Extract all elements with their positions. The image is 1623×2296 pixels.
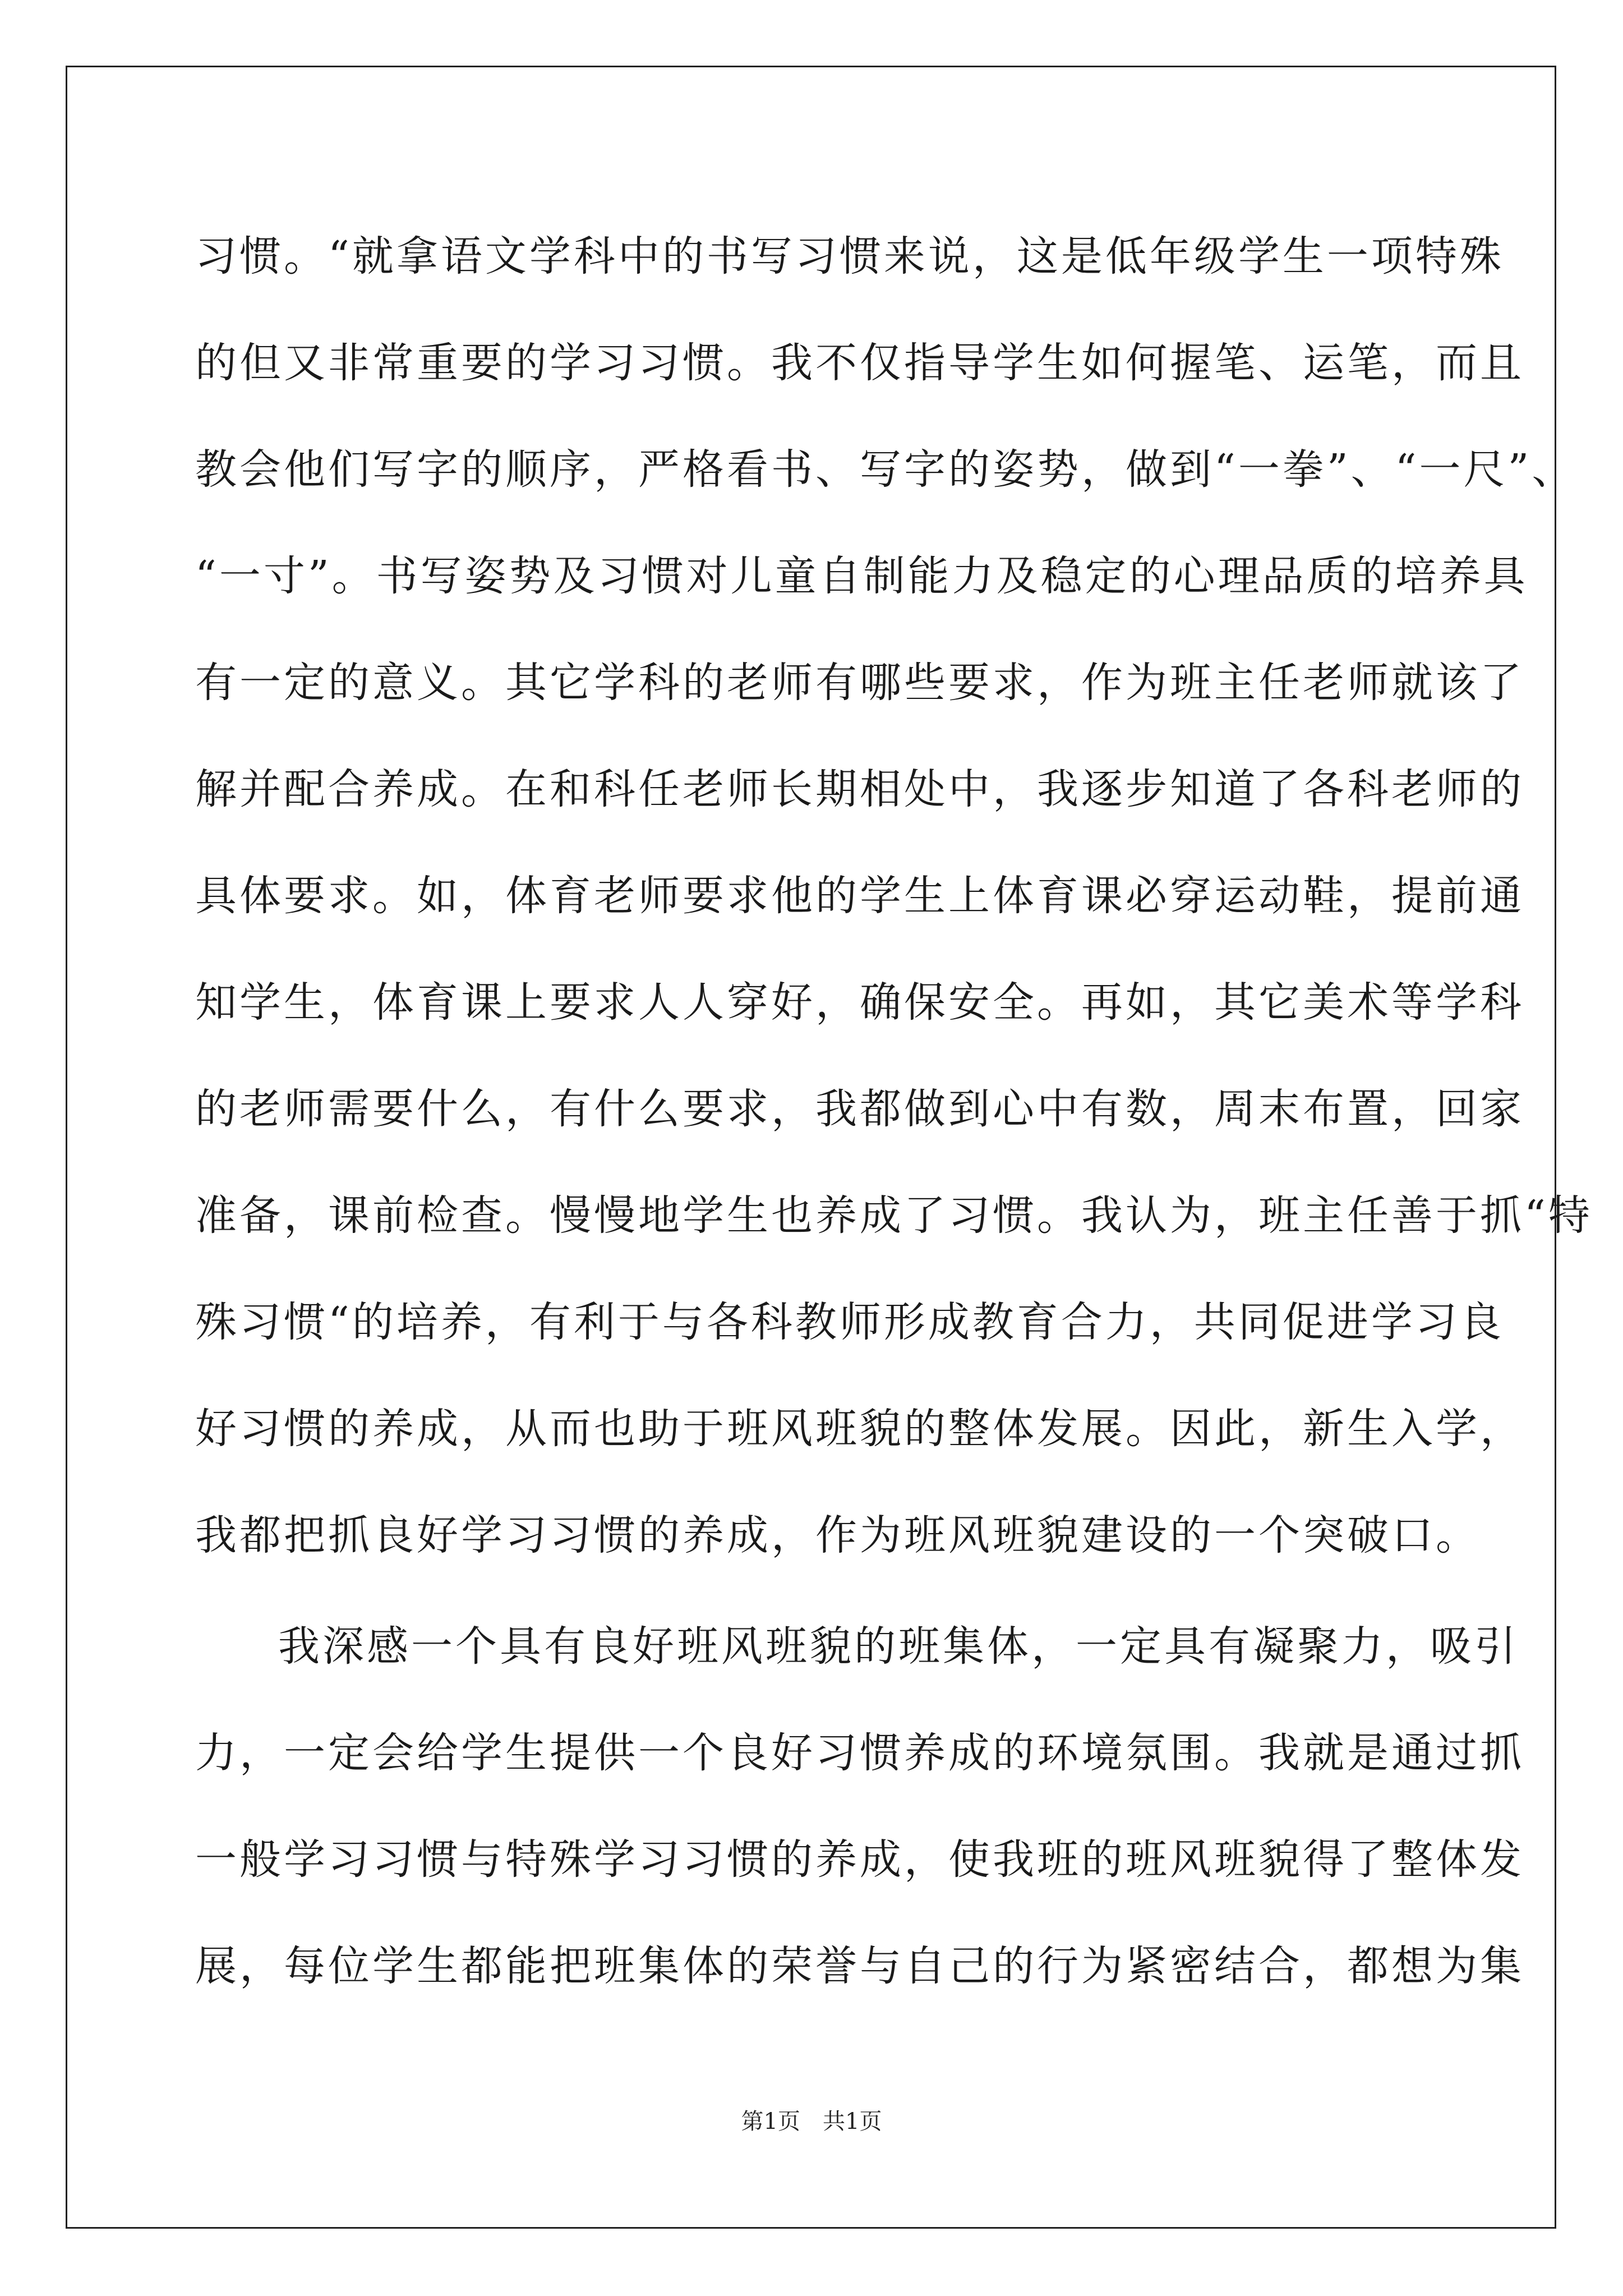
text-line: 准备，课前检查。慢慢地学生也养成了习惯。我认为，班主任善于抓“特 [195,1191,1593,1240]
text-line: 知学生，体育课上要求人人穿好，确保安全。再如，其它美术等学科 [195,978,1524,1027]
text-line: 教会他们写字的顺序，严格看书、写字的姿势，做到“一拳”、“一尺”、 [195,445,1576,494]
document-body [195,220,1593,2071]
text-line: 的但又非常重要的学习习惯。我不仅指导学生如何握笔、运笔，而且 [195,339,1524,387]
page-footer: 第1页 共1页 [741,2109,882,2134]
text-line: 好习惯的养成，从而也助于班风班貌的整体发展。因此，新生入学， [195,1405,1524,1453]
text-line: 一般学习习惯与特殊学习习惯的养成，使我班的班风班貌得了整体发 [195,1835,1524,1884]
text-line: 力，一定会给学生提供一个良好习惯养成的环境氛围。我就是通过抓 [195,1729,1524,1777]
text-line: 解并配合养成。在和科任老师长期相处中，我逐步知道了各科老师的 [195,765,1524,813]
text-line: 具体要求。如，体育老师要求他的学生上体育课必穿运动鞋，提前通 [195,872,1524,920]
text-line: 展，每位学生都能把班集体的荣誉与自己的行为紧密结合，都想为集 [195,1942,1524,1990]
text-line: 习惯。“就拿语文学科中的书写习惯来说，这是低年级学生一项特殊 [195,232,1504,280]
text-line: “一寸”。书写姿势及习惯对儿童自制能力及稳定的心理品质的培养具 [195,552,1528,600]
text-line: 殊习惯“的培养，有利于与各科教师形成教育合力，共同促进学习良 [195,1298,1504,1346]
text-line: 我都把抓良好学习习惯的养成，作为班风班貌建设的一个突破口。 [195,1511,1480,1559]
paragraph-first-line: 我深感一个具有良好班风班貌的班集体，一定具有凝聚力，吸引 [278,1622,1519,1671]
text-line: 有一定的意义。其它学科的老师有哪些要求，作为班主任老师就该了 [195,659,1524,707]
text-line: 的老师需要什么，有什么要求，我都做到心中有数，周末布置，回家 [195,1085,1524,1133]
